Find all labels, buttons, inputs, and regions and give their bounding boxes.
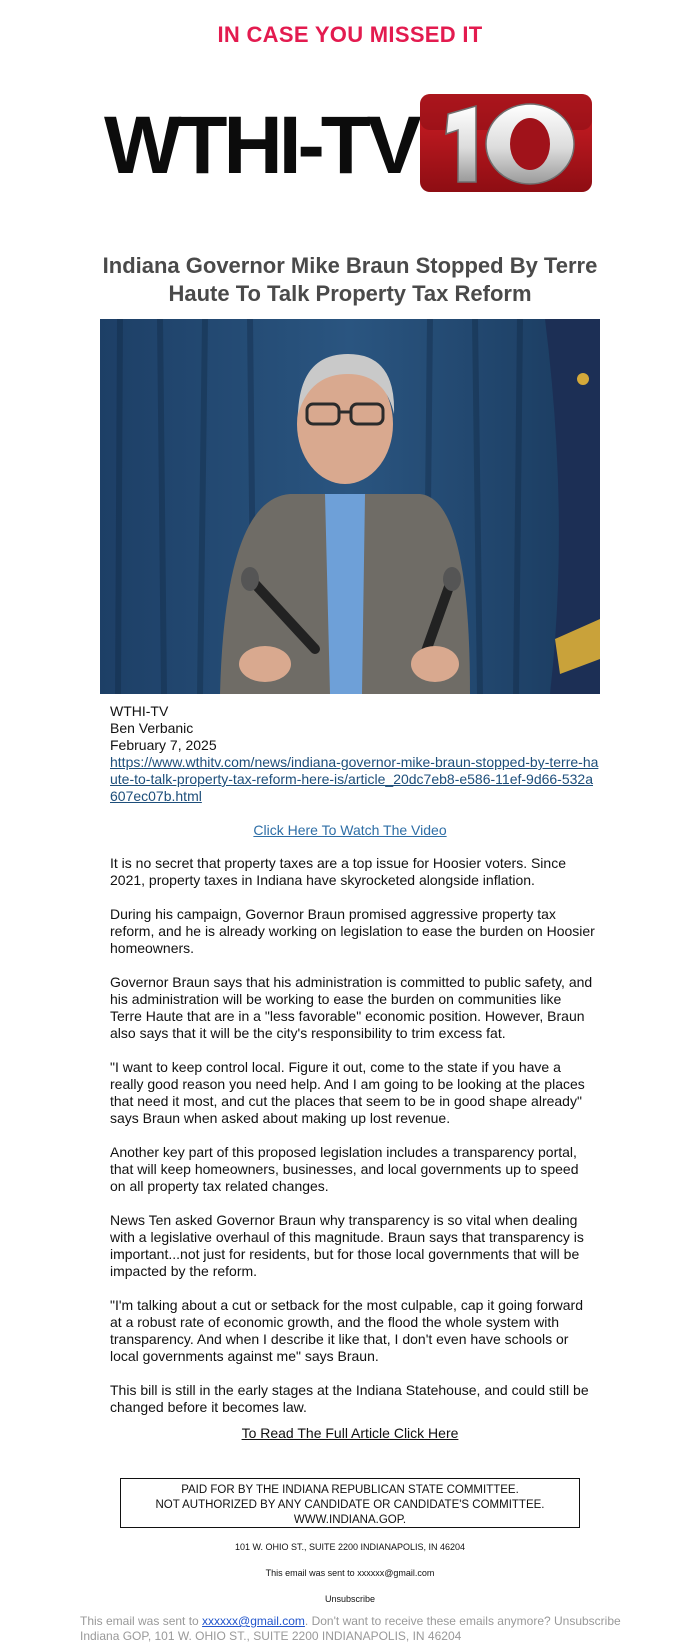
article-outlet: WTHI-TV	[110, 703, 169, 719]
article-paragraph: It is no secret that property taxes are a top issue for Hoosier voters. Since 2021, property taxes in Indiana have skyrocketed alongside inflation.	[110, 855, 566, 888]
article-meta	[110, 703, 600, 805]
article-paragraph: During his campaign, Governor Braun promised aggressive property tax reform, and he is already working on legislation to ease the burden on Hoosier homeowners.	[110, 906, 595, 956]
article-date: February 7, 2025	[110, 737, 217, 753]
paid-for-disclaimer	[120, 1478, 580, 1528]
footer-suffix[interactable]: . Don't want to receive these emails anymore? Unsubscribe	[304, 1614, 621, 1628]
footer-address: Indiana GOP, 101 W. OHIO ST., SUITE 2200 INDIANAPOLIS, IN 46204	[80, 1629, 462, 1643]
kicker-heading: IN CASE YOU MISSED IT	[217, 22, 483, 47]
unsubscribe-link[interactable]: Unsubscribe	[324, 1594, 376, 1604]
article-paragraph: "I want to keep control local. Figure it out, come to the state if you have a really good reason you need help. And I am going to be looking at the places that need it most, and cut the places that seem to be in good shape already" says Braun when asked about making up lost revenue.	[110, 1059, 585, 1126]
disclaimer-line: NOT AUTHORIZED BY ANY CANDIDATE OR CANDIDATE'S COMMITTEE.	[155, 1499, 545, 1511]
footer-email-link[interactable]: xxxxxx@gmail.com	[202, 1614, 305, 1628]
watch-video-row	[0, 822, 700, 838]
read-full-row	[0, 1425, 700, 1441]
governor-photo-illustration	[100, 319, 600, 694]
footer-line	[80, 1614, 680, 1629]
article-photo[interactable]	[100, 319, 600, 694]
article-url-link[interactable]: https://www.wthitv.com/news/indiana-governor-mike-braun-stopped-by-terre-haute-to-talk-property-tax-reform-here-is/article_20dc7eb8-e586-11ef-9d66-532a607ec07b.html	[110, 754, 599, 804]
article-headline: Indiana Governor Mike Braun Stopped By Terre Haute To Talk Property Tax Reform	[102, 253, 598, 306]
email-footer	[80, 1614, 680, 1644]
logo-wordmark: WTHI-TV	[104, 100, 418, 191]
article-paragraph: Another key part of this proposed legislation includes a transparency portal, that will keep homeowners, businesses, and local governments up to speed on all property tax related changes.	[110, 1144, 579, 1194]
disclaimer-line: WWW.INDIANA.GOP.	[293, 1514, 407, 1526]
sent-to-notice: This email was sent to xxxxxx@gmail.com	[265, 1568, 435, 1578]
article-paragraph: News Ten asked Governor Braun why transparency is so vital when dealing with a legislative overhaul of this magnitude. Braun says that transparency is important...not just for residents, but for those local governments that will be impacted by the reform.	[110, 1212, 584, 1279]
article-paragraph: "I'm talking about a cut or setback for the most culpable, cap it going forward at a robust rate of economic growth, and the flood the whole system with transparency. And when I describe it like that, I don't even have schools or local governments against me" says Braun.	[110, 1297, 583, 1364]
mailing-address: 101 W. OHIO ST., SUITE 2200 INDIANAPOLIS, IN 46204	[234, 1542, 466, 1552]
article-body	[110, 855, 595, 1433]
article-author: Ben Verbanic	[110, 720, 194, 736]
article-paragraph: This bill is still in the early stages at the Indiana Statehouse, and could still be changed before it becomes law.	[110, 1382, 589, 1415]
channel-10-badge-icon	[418, 92, 594, 194]
article-paragraph: Governor Braun says that his administration is committed to public safety, and his administration will be working to ease the burden on communities like Terre Haute that are in a "less favorable" economic position. However, Braun also says that it will be the city's responsibility to trim excess fat.	[110, 974, 593, 1041]
disclaimer-line: PAID FOR BY THE INDIANA REPUBLICAN STATE COMMITTEE.	[181, 1484, 519, 1496]
read-full-article-link[interactable]: To Read The Full Article Click Here	[241, 1425, 459, 1441]
watch-video-link[interactable]: Click Here To Watch The Video	[253, 822, 447, 838]
footer-prefix: This email was sent to	[80, 1614, 203, 1628]
wthi-logo[interactable]	[100, 92, 600, 200]
